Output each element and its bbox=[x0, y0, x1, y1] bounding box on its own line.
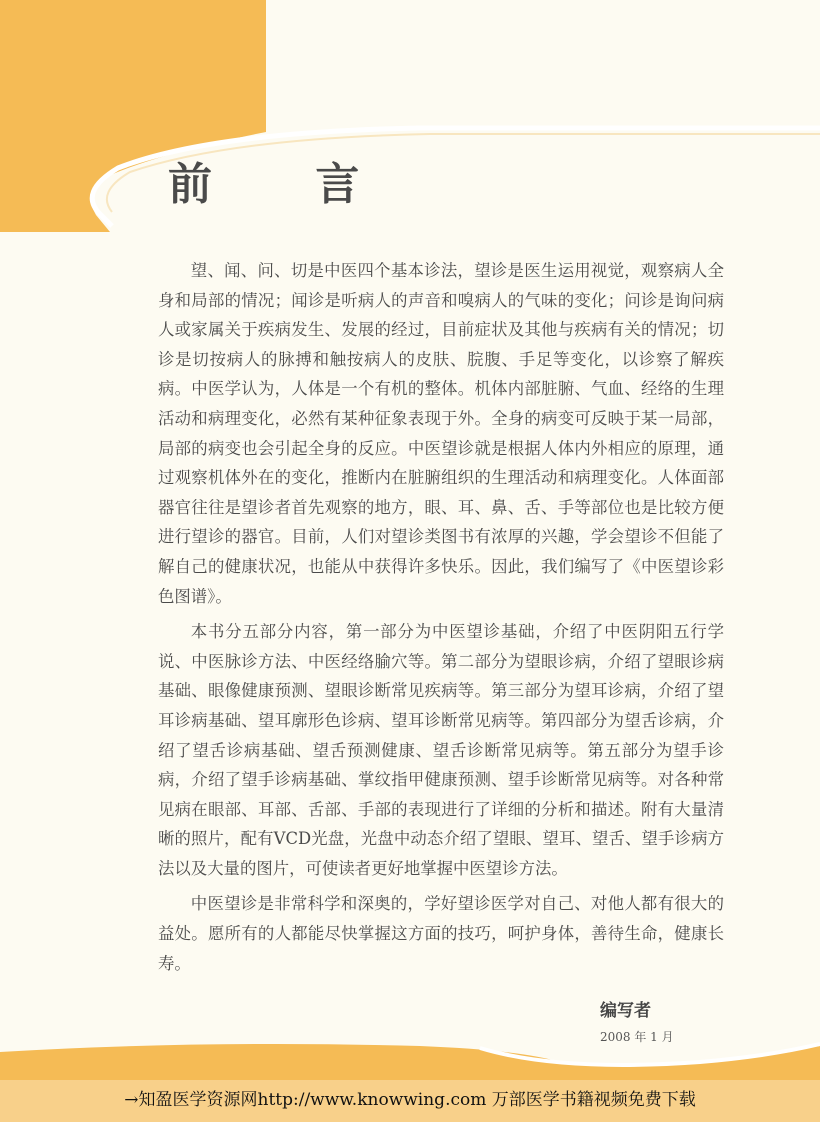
footer-watermark-link[interactable]: →知盈医学资源网http://www.knowwing.com 万部医学书籍视频免费下载 bbox=[124, 1090, 696, 1110]
paragraph: 本书分五部分内容，第一部分为中医望诊基础，介绍了中医阴阳五行学说、中医脉诊方法、中医经络腧穴等。第二部分为望眼诊病，介绍了望眼诊病基础、眼像健康预测、望眼诊断常见疾病等。第三部分为望耳诊病，介绍了望耳诊病基础、望耳廓形色诊病、望耳诊断常见病等。第四部分为望舌诊病，介绍了望舌诊病基础、望舌预测健康、望舌诊断常见病等。第五部分为望手诊病，介绍了望手诊病基础、掌纹指甲健康预测、望手诊断常见病等。对各种常见病在眼部、耳部、舌部、手部的表现进行了详细的分析和描述。附有大量清晰的照片，配有VCD光盘，光盘中动态介绍了望眼、望耳、望舌、望手诊病方法以及大量的图片，可使读者更好地掌握中医望诊方法。 bbox=[158, 622, 724, 878]
paragraph: 中医望诊是非常科学和深奥的，学好望诊医学对自己、对他人都有很大的益处。愿所有的人都能尽快掌握这方面的技巧，呵护身体，善待生命，健康长寿。 bbox=[158, 894, 724, 973]
paragraph: 望、闻、问、切是中医四个基本诊法，望诊是医生运用视觉，观察病人全身和局部的情况；闻诊是听病人的声音和嗅病人的气味的变化；问诊是询问病人或家属关于疾病发生、发展的经过，目前症状及其他与疾病有关的情况；切诊是切按病人的脉搏和触按病人的皮肤、脘腹、手足等变化，以诊察了解疾病。中医学认为，人体是一个有机的整体。机体内部脏腑、气血、经络的生理活动和病理变化，必然有某种征象表现于外。全身的病变可反映于某一局部，局部的病变也会引起全身的反应。中医望诊就是根据人体内外相应的原理，通过观察机体外在的变化，推断内在脏腑组织的生理活动和病理变化。人体面部器官往往是望诊者首先观察的地方，眼、耳、鼻、舌、手等部位也是比较方便进行望诊的器官。目前，人们对望诊类图书有浓厚的兴趣，学会望诊不但能了解自己的健康状况，也能从中获得许多快乐。因此，我们编写了《中医望诊彩色图谱》。 bbox=[158, 261, 724, 606]
author-signature: 编写者 bbox=[600, 1001, 651, 1021]
preface-body bbox=[158, 256, 724, 984]
page-title: 前 言 bbox=[168, 159, 404, 210]
publication-date: 2008 年 1 月 bbox=[600, 1030, 674, 1044]
